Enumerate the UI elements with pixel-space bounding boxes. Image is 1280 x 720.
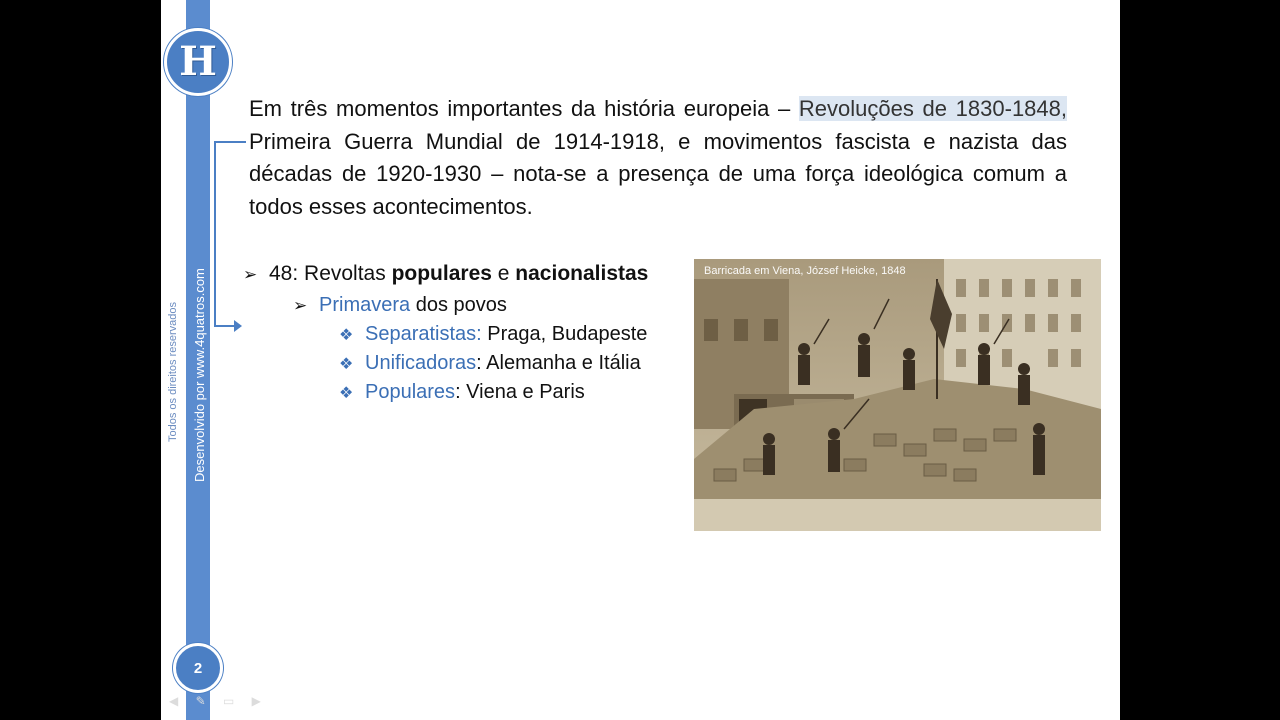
slideshow-controls bbox=[169, 694, 275, 708]
rights-text: Todos os direitos reservados bbox=[167, 301, 179, 442]
bullet1-middle: e bbox=[491, 262, 516, 285]
diamond-bullet-icon: ❖ bbox=[339, 327, 354, 344]
paragraph-part1: Em três momentos importantes da história europeia – bbox=[249, 96, 799, 121]
bullet3-rest: : Viena e Paris bbox=[455, 381, 585, 403]
bullet-level3-item bbox=[339, 323, 647, 346]
diamond-bullet-icon: ❖ bbox=[339, 356, 354, 373]
bullet3-blue: Separatistas: bbox=[365, 323, 482, 345]
menu-icon[interactable]: ▭ bbox=[222, 694, 235, 708]
paragraph-highlight: Revoluções de 1830-1848, bbox=[798, 96, 1067, 121]
bullet-level3-item bbox=[339, 381, 585, 404]
page-number: 2 bbox=[193, 659, 203, 677]
arrow-bullet-icon: ➢ bbox=[243, 265, 258, 284]
connector-arrow-icon bbox=[234, 320, 242, 332]
slide bbox=[161, 0, 1120, 720]
bullet1-bold1: populares bbox=[391, 262, 492, 285]
bullet3-rest: Praga, Budapeste bbox=[481, 323, 648, 345]
bullet1-bold2: nacionalistas bbox=[515, 262, 649, 285]
barricade-illustration bbox=[694, 259, 1101, 531]
previous-slide-icon[interactable]: ◀ bbox=[169, 694, 179, 708]
bullet2-rest: dos povos bbox=[410, 294, 507, 316]
bullet-level3-item bbox=[339, 352, 641, 375]
barricade-illustration-svg bbox=[694, 259, 1101, 531]
arrow-bullet-icon: ➢ bbox=[293, 296, 308, 315]
image-caption: Barricada em Viena, József Heicke, 1848 bbox=[704, 265, 906, 277]
logo-badge bbox=[164, 28, 232, 96]
bullet1-prefix: 48: Revoltas bbox=[269, 262, 392, 285]
bullet-level2 bbox=[293, 294, 507, 317]
diamond-bullet-icon: ❖ bbox=[339, 385, 354, 402]
connector-line bbox=[214, 141, 246, 327]
bullet3-blue: Unificadoras bbox=[365, 352, 477, 374]
bullet3-rest: : Alemanha e Itália bbox=[476, 352, 641, 374]
pen-icon[interactable]: ✎ bbox=[195, 694, 206, 708]
bullet-level1 bbox=[243, 262, 648, 286]
bullet3-blue: Populares bbox=[365, 381, 456, 403]
intro-paragraph bbox=[249, 93, 1067, 223]
logo-letter: H bbox=[179, 38, 217, 85]
developer-text: Desenvolvido por www.4quatros.com bbox=[192, 268, 207, 482]
page-number-badge bbox=[173, 643, 223, 693]
bullet2-blue: Primavera bbox=[319, 294, 411, 316]
paragraph-part2: Primeira Guerra Mundial de 1914-1918, e movimentos fascista e nazista das décadas de 1920-1930 – nota-se a presença de uma força ideológica comum a todos esses acontecimentos. bbox=[249, 128, 1067, 219]
next-slide-icon[interactable]: ▶ bbox=[251, 694, 261, 708]
